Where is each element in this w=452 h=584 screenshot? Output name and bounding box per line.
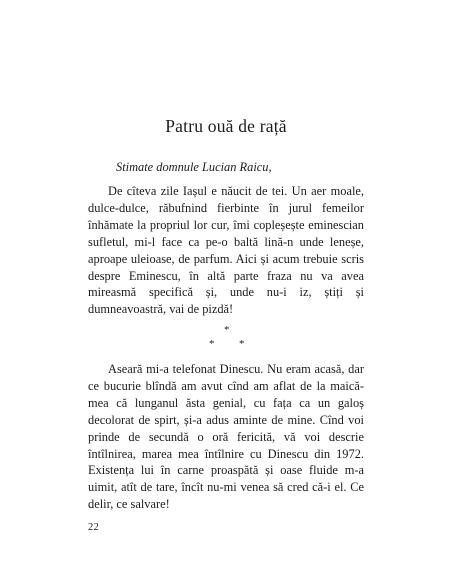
paragraph-1-text: De cîteva zile Iașul e năucit de tei. Un aer moale, dulce-dulce, răbufnind fierbinte în jurul femeilor înhămate la propriul lor cur, îmi copleșește eminescian sufletul, mi-l face ca pe-o baltă lină-n unde leneșe, aproape uleioase, de parfum. Aici și acum trebuie scris despre Eminescu, în altă parte fraza nu va avea mireasmă specifică și, unde nu-i iz, știți și dumneavoastră, vai de pizdă!: [88, 184, 364, 317]
separator-asterisk-top: *: [224, 324, 230, 336]
letter-salutation: Stimate domnule Lucian Raicu,: [116, 160, 272, 174]
paragraph-2-text: Aseară mi-a telefonat Dinescu. Nu eram acasă, dar ce bucurie blîndă am avut cînd am aflat de la maică-mea că lunganul ăsta genial, cu fața ca un galoș decolorat de spirt, și-a adus aminte de mine. Cînd voi prinde de secundă o oră fericită, vă voi descrie întîlnirea, marea mea întîlnire cu Dinescu din 1972. Existența lui în carne proaspătă și oase fluide m-a uimit, atît de tare, încît nu-mi venea să cred că-i el. Ce delir, ce salvare!: [88, 362, 364, 512]
page-number: 22: [88, 522, 100, 533]
chapter-title: Patru ouă de rață: [165, 116, 287, 136]
separator-asterisk-right: *: [239, 338, 245, 350]
paragraph-2: [88, 361, 364, 513]
section-separator: [0, 325, 452, 349]
paragraph-1: [88, 183, 364, 318]
separator-asterisk-left: *: [209, 338, 215, 350]
